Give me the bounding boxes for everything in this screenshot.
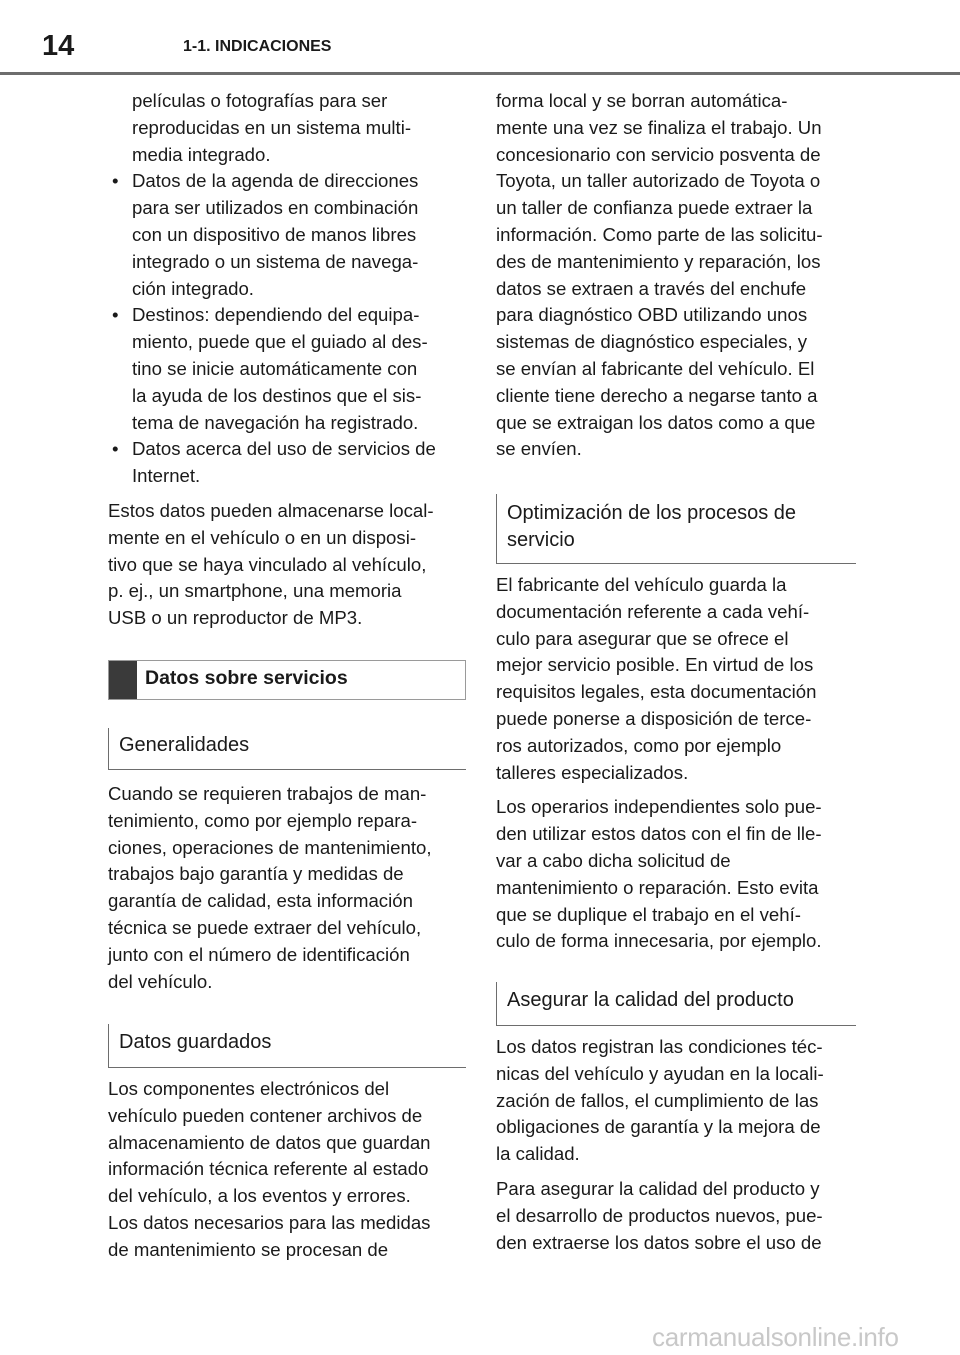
heading-bar [109,661,137,699]
text-line: que se duplique el trabajo en el vehí- [496,903,801,925]
bullet-marker: • [112,438,119,460]
text-line: junto con el número de identificación [108,943,410,965]
text-line: den extraerse los datos sobre el uso de [496,1231,822,1253]
text-line: documentación referente a cada vehí- [496,600,810,622]
paragraph [108,498,466,632]
text-line: integrado o un sistema de navega- [132,250,419,272]
bullet-item [108,436,466,490]
text-line: para ser utilizados en combinación [132,197,419,219]
text-line: Cuando se requieren trabajos de man- [108,783,427,804]
text-line: la ayuda de los destinos que el sis- [132,384,422,406]
text-line: El fabricante del vehículo guarda la [496,574,787,595]
text-line: var a cabo dicha solicitud de [496,849,731,871]
text-line: el desarrollo de productos nuevos, pue- [496,1204,823,1226]
text-line: datos se extraen a través del enchufe [496,277,807,299]
left-column [108,88,466,632]
text-line: puede ponerse a disposición de terce- [496,707,812,729]
bullet-marker: • [112,170,119,192]
paragraph [108,781,466,995]
text-line: del vehículo, a los eventos y errores. [108,1185,411,1207]
text-line: nicas del vehículo y ayudan en la locali- [496,1062,824,1084]
text-line: concesionario con servicio posventa de [496,143,821,165]
text-line: trabajos bajo garantía y medidas de [108,863,404,885]
text-line: se envíen. [496,438,582,460]
text-line: un taller de confianza puede extraer la [496,197,813,219]
text-line: Toyota, un taller autorizado de Toyota o [496,170,821,192]
paragraph [496,572,858,955]
heading-text: Asegurar la calidad del producto [507,989,794,1011]
watermark: carmanualsonline.info [652,1322,899,1352]
heading-calidad-producto [496,982,856,1026]
text-line: talleres especializados. [496,761,689,783]
text-line: culo de forma innecesaria, por ejemplo. [496,930,822,952]
text-line: Datos acerca del uso de servicios de [132,438,436,460]
text-line: tivo que se haya vinculado al vehículo, [108,553,427,575]
page-header [0,0,960,78]
text-line: culo para asegurar que se ofrece el [496,627,789,649]
text-line: des de mantenimiento y reparación, los [496,250,821,272]
text-line: del vehículo. [108,970,213,992]
paragraph [108,1076,466,1264]
paragraph [496,1034,858,1256]
text-line: Internet. [132,465,201,487]
text-line: cliente tiene derecho a negarse tanto a [496,384,818,406]
text-line: se envían al fabricante del vehículo. El [496,357,815,379]
paragraph [496,88,858,463]
text-line: mente una vez se finaliza el trabajo. Un [496,116,822,138]
text-line: tenimiento, como por ejemplo repara- [108,809,418,831]
heading-text: Datos guardados [119,1031,272,1053]
header-rule [0,72,960,75]
text-line: Destinos: dependiendo del equipa- [132,304,420,326]
text-line: obligaciones de garantía y la mejora de [496,1116,821,1138]
text-line: con un dispositivo de manos libres [132,223,417,245]
text-line: información. Como parte de las solicitu- [496,223,823,245]
text-line: Los operarios independientes solo pue- [496,796,822,818]
text-line: información técnica referente al estado [108,1158,429,1180]
bullet-continuation [108,88,466,168]
section-title: 1-1. INDICACIONES [183,38,332,55]
text-line: Los componentes electrónicos del [108,1078,390,1099]
bullet-marker: • [112,304,119,326]
page-number: 14 [42,30,75,62]
text-line: mejor servicio posible. En virtud de los [496,654,814,676]
text-line: p. ej., un smartphone, una memoria [108,580,402,602]
text-line: sistemas de diagnóstico especiales, y [496,331,808,353]
text-line: tema de navegación ha registrado. [132,411,419,433]
text-line: almacenamiento de datos que guardan [108,1131,431,1153]
text-line: garantía de calidad, esta información [108,890,413,912]
text-line: para diagnóstico OBD utilizando unos [496,304,808,326]
text-line: vehículo pueden contener archivos de [108,1104,423,1126]
text-line: USB o un reproductor de MP3. [108,607,363,629]
heading-generalidades [108,728,466,770]
text-line: mantenimiento o reparación. Esto evita [496,876,819,898]
text-line: de mantenimiento se procesan de [108,1238,389,1260]
text-line: Los datos registran las condiciones téc- [496,1036,823,1057]
text-line: Para asegurar la calidad del producto y [496,1177,820,1199]
text-line: Los datos necesarios para las medidas [108,1211,431,1233]
heading-optimizacion [496,494,856,564]
text-line: reproducidas en un sistema multi- [132,116,412,138]
text-line: películas o fotografías para ser [132,90,388,111]
bullet-item [108,302,466,436]
text-line: mente en el vehículo o en un disposi- [108,526,417,548]
heading-text: Generalidades [119,734,250,756]
text-line: ción integrado. [132,277,254,299]
text-line: media integrado. [132,143,271,165]
text-line: miento, puede que el guiado al des- [132,331,428,353]
heading-datos-guardados [108,1024,466,1068]
text-line: Estos datos pueden almacenarse local- [108,499,434,521]
text-line: que se extraigan los datos como a que [496,411,816,433]
heading-text-line: servicio [507,529,575,551]
heading-text-line: Optimización de los procesos de [507,502,797,524]
text-line: den utilizar estos datos con el fin de lle- [496,823,822,845]
text-line: ciones, operaciones de mantenimiento, [108,836,432,858]
text-line: la calidad. [496,1143,580,1165]
text-line: forma local y se borran automática- [496,90,788,111]
text-line: técnica se puede extraer del vehículo, [108,916,422,938]
bullet-item [108,168,466,302]
text-line: requisitos legales, esta documentación [496,681,817,703]
heading-text: Datos sobre servicios [145,667,348,689]
text-line: tino se inicie automáticamente con [132,357,418,379]
text-line: Datos de la agenda de direcciones [132,170,419,192]
text-line: zación de fallos, el cumplimiento de las [496,1089,819,1111]
text-line: ros autorizados, como por ejemplo [496,734,782,756]
heading-datos-sobre-servicios [108,660,466,700]
